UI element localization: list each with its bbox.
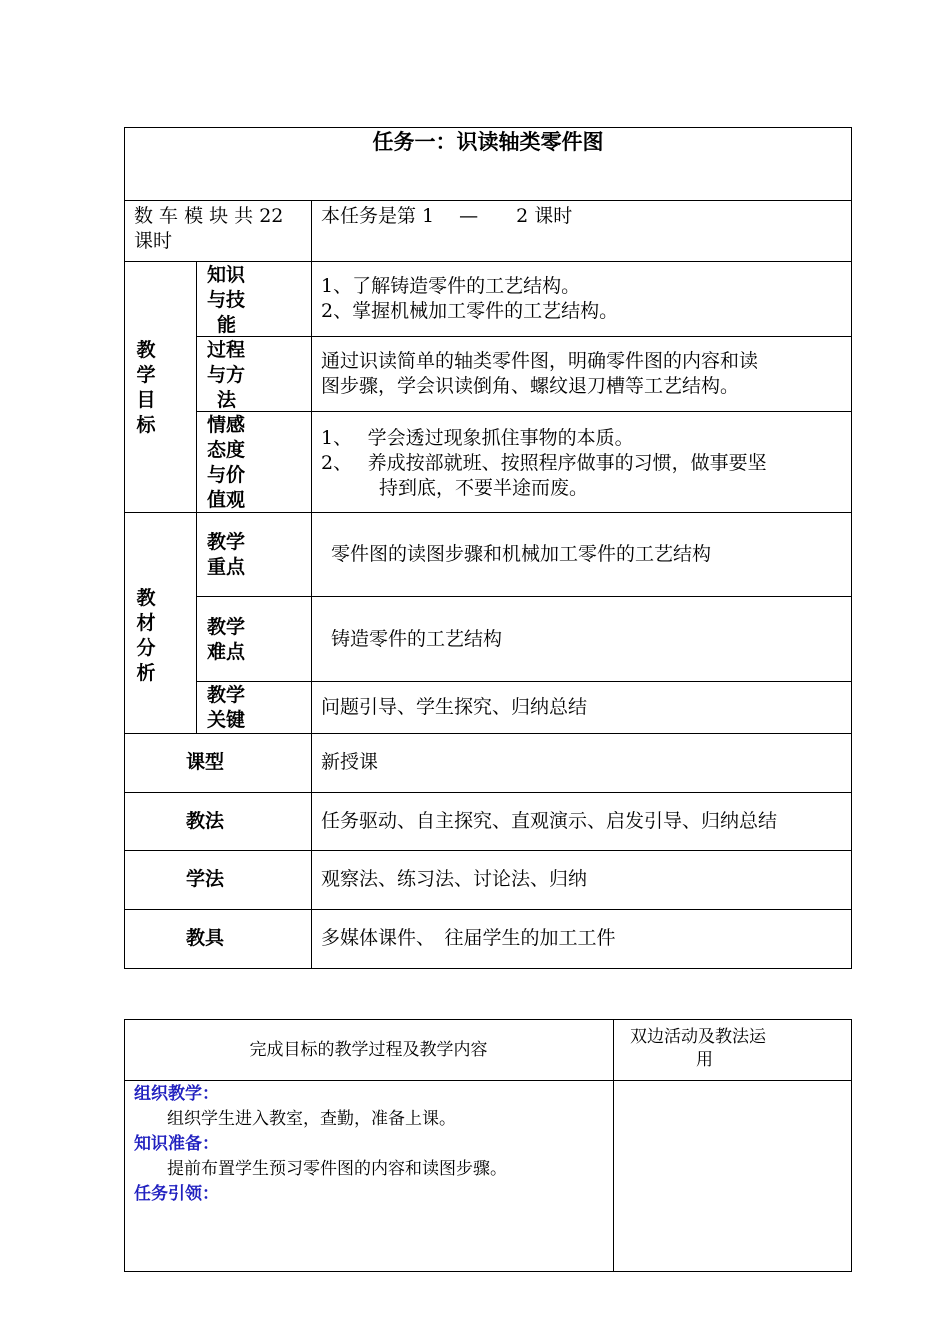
table-border: [124, 909, 852, 910]
info-label-teaching-aids: 教具: [185, 927, 224, 949]
label-line: 重点: [207, 556, 246, 578]
label-line: 法: [217, 389, 237, 411]
table-border: [311, 200, 312, 969]
table-border: [124, 733, 852, 734]
analysis-label-keypoint: [207, 683, 245, 733]
section-heading-lead: 任务引领：: [134, 1184, 219, 1204]
content-line: 持到底，不要半途而废。: [379, 477, 589, 499]
table-border: [851, 1019, 852, 1272]
table-border: [613, 1019, 614, 1272]
header-line: 用: [696, 1050, 713, 1070]
label-line: 与技: [207, 289, 246, 311]
label-line: 值观: [207, 489, 246, 511]
objective-content-emotion: [321, 426, 767, 501]
info-value-teaching-method: 任务驱动、自主探究、直观演示、启发引导、归纳总结: [321, 810, 778, 832]
info-value-lesson-type: 新授课: [321, 751, 379, 773]
label-line: 难点: [207, 641, 246, 663]
task-hours: 本任务是第 1 — 2 课时: [321, 205, 573, 227]
content-line: 图步骤，学会识读倒角、螺纹退刀槽等工艺结构。: [321, 375, 740, 397]
content-line: 1、了解铸造零件的工艺结构。: [321, 275, 581, 297]
analysis-label-difficulty: [207, 615, 245, 665]
objective-label-process: [207, 338, 245, 413]
objective-content-process: [321, 349, 758, 399]
analysis-content-keypoint: 问题引导、学生探究、归纳总结: [321, 696, 588, 718]
table-border: [851, 127, 852, 969]
table-border: [124, 1271, 852, 1272]
label-line: 与方: [207, 364, 246, 386]
table-border: [124, 1019, 852, 1020]
objective-content-knowledge: [321, 274, 618, 324]
label-line: 能: [217, 314, 237, 336]
module-hours-text: 数 车 模 块 共 22: [134, 205, 284, 227]
label-line: 与价: [207, 464, 246, 486]
table-border: [124, 127, 125, 969]
table-border: [124, 1080, 852, 1081]
table-border: [196, 411, 852, 412]
page-title: 任务一：识读轴类零件图: [372, 129, 604, 154]
table-border: [196, 336, 852, 337]
process-header-left: 完成目标的教学过程及教学内容: [249, 1040, 488, 1060]
info-label-learning-method: 学法: [185, 868, 224, 890]
table-border: [196, 681, 852, 682]
analysis-content-key: 零件图的读图步骤和机械加工零件的工艺结构: [331, 543, 712, 565]
table-border: [124, 200, 852, 201]
analysis-content-difficulty: 铸造零件的工艺结构: [331, 628, 503, 650]
info-value-teaching-aids: 多媒体课件、 往届学生的加工工件: [321, 927, 616, 949]
objective-label-knowledge: [207, 263, 245, 338]
table-border: [124, 850, 852, 851]
label-line: 教学: [207, 616, 246, 638]
header-line: 双边活动及教法运: [630, 1027, 766, 1047]
label-line: 关键: [207, 709, 246, 731]
objectives-group-label: 教学目标: [136, 339, 156, 436]
content-line: 2、掌握机械加工零件的工艺结构。: [321, 300, 619, 322]
table-border: [124, 792, 852, 793]
analysis-group-label: 教材分析: [136, 587, 156, 684]
table-border: [196, 261, 197, 734]
section-heading-prepare: 知识准备：: [134, 1134, 219, 1154]
objective-label-emotion: [207, 413, 245, 513]
table-border: [196, 596, 852, 597]
info-label-teaching-method: 教法: [185, 810, 224, 832]
section-heading-organize: 组织教学：: [134, 1084, 219, 1104]
process-header-right: [630, 1026, 766, 1072]
label-line: 态度: [207, 439, 246, 461]
label-line: 教学: [207, 684, 246, 706]
label-line: 过程: [207, 339, 246, 361]
module-hours: [134, 204, 306, 229]
section-body-prepare: 提前布置学生预习零件图的内容和读图步骤。: [167, 1159, 507, 1179]
analysis-label-key: [207, 530, 245, 580]
label-line: 情感: [207, 414, 246, 436]
table-border: [124, 261, 852, 262]
info-value-learning-method: 观察法、练习法、讨论法、归纳: [321, 868, 588, 890]
module-hours-unit: 课时: [134, 230, 173, 252]
label-line: 教学: [207, 531, 246, 553]
content-line: 2、 养成按部就班、按照程序做事的习惯，做事要坚: [321, 452, 767, 474]
label-line: 知识: [207, 264, 246, 286]
section-body-organize: 组织学生进入教室，查勤，准备上课。: [167, 1109, 456, 1129]
info-label-lesson-type: 课型: [185, 751, 224, 773]
content-line: 通过识读简单的轴类零件图，明确零件图的内容和读: [321, 350, 759, 372]
table-border: [124, 968, 852, 969]
content-line: 1、 学会透过现象抓住事物的本质。: [321, 427, 634, 449]
